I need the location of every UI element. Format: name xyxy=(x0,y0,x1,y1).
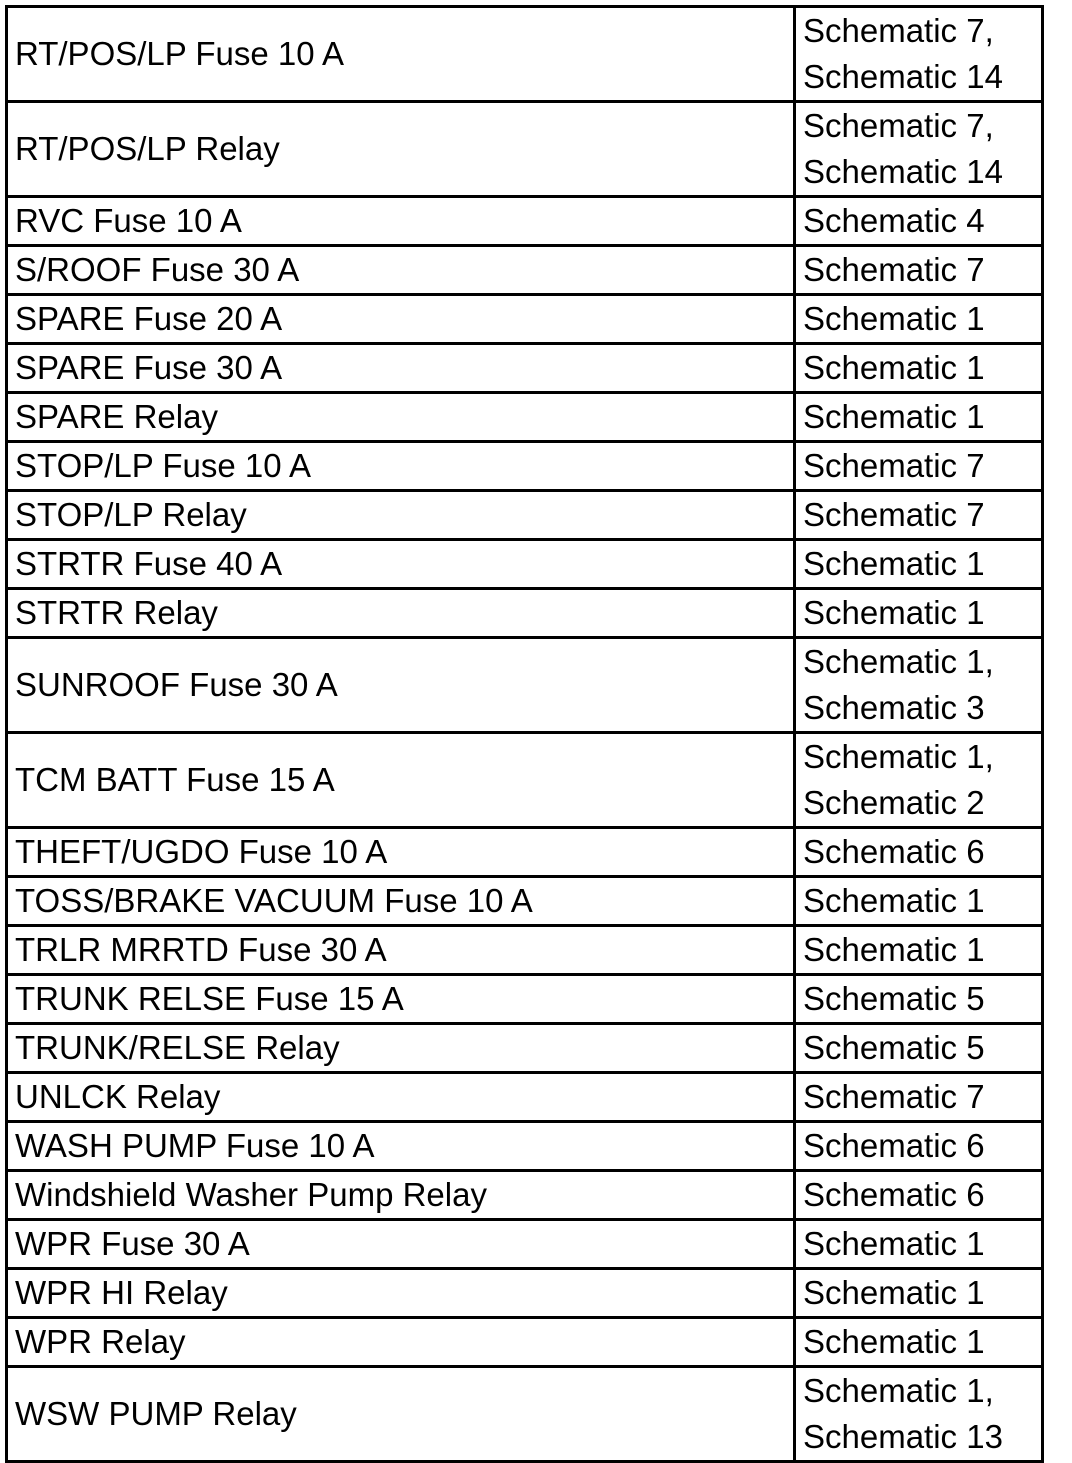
schematic-reference: Schematic 7 xyxy=(803,447,985,484)
schematic-cell xyxy=(795,1318,1043,1367)
component-cell: STRTR Relay xyxy=(7,589,795,638)
table-row xyxy=(7,877,1043,926)
component-cell: WASH PUMP Fuse 10 A xyxy=(7,1122,795,1171)
table-row xyxy=(7,1122,1043,1171)
component-cell: TRUNK RELSE Fuse 15 A xyxy=(7,975,795,1024)
schematic-cell xyxy=(795,733,1043,828)
schematic-reference: Schematic 1 xyxy=(803,398,985,435)
schematic-reference: Schematic 1 xyxy=(803,1323,985,1360)
table-row xyxy=(7,491,1043,540)
table-row xyxy=(7,1220,1043,1269)
component-cell: S/ROOF Fuse 30 A xyxy=(7,246,795,295)
schematic-reference: Schematic 7 xyxy=(803,496,985,533)
schematic-cell xyxy=(795,1171,1043,1220)
component-cell: TRLR MRRTD Fuse 30 A xyxy=(7,926,795,975)
table-row xyxy=(7,1367,1043,1462)
schematic-cell xyxy=(795,1367,1043,1462)
schematic-cell xyxy=(795,295,1043,344)
schematic-reference: Schematic 1 xyxy=(803,931,985,968)
schematic-reference-table xyxy=(5,5,1044,1463)
schematic-reference: Schematic 6 xyxy=(803,833,985,870)
component-cell: WPR Relay xyxy=(7,1318,795,1367)
schematic-reference: Schematic 1 xyxy=(803,300,985,337)
schematic-reference: Schematic 5 xyxy=(803,1029,985,1066)
schematic-cell xyxy=(795,975,1043,1024)
table-body xyxy=(7,7,1043,1462)
table-row xyxy=(7,344,1043,393)
schematic-reference: Schematic 7 xyxy=(803,251,985,288)
component-cell: RT/POS/LP Fuse 10 A xyxy=(7,7,795,102)
schematic-reference: Schematic 1 xyxy=(803,882,985,919)
table-row xyxy=(7,1073,1043,1122)
component-cell: TCM BATT Fuse 15 A xyxy=(7,733,795,828)
schematic-reference: Schematic 1 xyxy=(803,1225,985,1262)
table-row xyxy=(7,638,1043,733)
component-cell: TOSS/BRAKE VACUUM Fuse 10 A xyxy=(7,877,795,926)
table-row xyxy=(7,733,1043,828)
schematic-cell xyxy=(795,197,1043,246)
schematic-reference: Schematic 1 xyxy=(803,594,985,631)
schematic-cell xyxy=(795,1220,1043,1269)
table-row xyxy=(7,926,1043,975)
schematic-cell xyxy=(795,1073,1043,1122)
table-row xyxy=(7,197,1043,246)
component-cell: SPARE Fuse 30 A xyxy=(7,344,795,393)
schematic-reference: Schematic 7 xyxy=(803,1078,985,1115)
schematic-reference: Schematic 7, xyxy=(803,107,994,144)
table-row xyxy=(7,1171,1043,1220)
schematic-cell xyxy=(795,1024,1043,1073)
schematic-cell xyxy=(795,7,1043,102)
table-row xyxy=(7,393,1043,442)
schematic-cell xyxy=(795,393,1043,442)
component-cell: RVC Fuse 10 A xyxy=(7,197,795,246)
schematic-cell xyxy=(795,540,1043,589)
component-cell: THEFT/UGDO Fuse 10 A xyxy=(7,828,795,877)
schematic-cell xyxy=(795,442,1043,491)
schematic-cell xyxy=(795,1122,1043,1171)
table-row xyxy=(7,540,1043,589)
table-row xyxy=(7,828,1043,877)
component-cell: UNLCK Relay xyxy=(7,1073,795,1122)
table-row xyxy=(7,975,1043,1024)
table-row xyxy=(7,295,1043,344)
schematic-cell xyxy=(795,344,1043,393)
component-cell: SUNROOF Fuse 30 A xyxy=(7,638,795,733)
schematic-reference: Schematic 5 xyxy=(803,980,985,1017)
component-cell: SPARE Fuse 20 A xyxy=(7,295,795,344)
table-row xyxy=(7,102,1043,197)
schematic-reference: Schematic 3 xyxy=(803,689,985,726)
schematic-cell xyxy=(795,102,1043,197)
schematic-cell xyxy=(795,926,1043,975)
schematic-reference: Schematic 1 xyxy=(803,545,985,582)
component-cell: Windshield Washer Pump Relay xyxy=(7,1171,795,1220)
component-cell: WPR Fuse 30 A xyxy=(7,1220,795,1269)
component-cell: STRTR Fuse 40 A xyxy=(7,540,795,589)
schematic-cell xyxy=(795,246,1043,295)
schematic-reference: Schematic 1 xyxy=(803,1274,985,1311)
component-cell: STOP/LP Fuse 10 A xyxy=(7,442,795,491)
schematic-cell xyxy=(795,589,1043,638)
table-row xyxy=(7,1024,1043,1073)
table-row xyxy=(7,589,1043,638)
schematic-cell xyxy=(795,1269,1043,1318)
schematic-cell xyxy=(795,638,1043,733)
schematic-reference: Schematic 1, xyxy=(803,1372,994,1409)
schematic-cell xyxy=(795,828,1043,877)
schematic-reference: Schematic 1, xyxy=(803,738,994,775)
table-row xyxy=(7,1318,1043,1367)
schematic-reference: Schematic 14 xyxy=(803,153,1003,190)
component-cell: RT/POS/LP Relay xyxy=(7,102,795,197)
component-cell: STOP/LP Relay xyxy=(7,491,795,540)
schematic-reference: Schematic 14 xyxy=(803,58,1003,95)
component-cell: WPR HI Relay xyxy=(7,1269,795,1318)
table-row xyxy=(7,7,1043,102)
schematic-cell xyxy=(795,491,1043,540)
component-cell: TRUNK/RELSE Relay xyxy=(7,1024,795,1073)
component-cell: WSW PUMP Relay xyxy=(7,1367,795,1462)
schematic-cell xyxy=(795,877,1043,926)
table-row xyxy=(7,442,1043,491)
component-cell: SPARE Relay xyxy=(7,393,795,442)
schematic-reference: Schematic 1, xyxy=(803,643,994,680)
schematic-reference: Schematic 6 xyxy=(803,1127,985,1164)
schematic-reference: Schematic 7, xyxy=(803,12,994,49)
schematic-reference: Schematic 2 xyxy=(803,784,985,821)
schematic-reference: Schematic 4 xyxy=(803,202,985,239)
table-row xyxy=(7,1269,1043,1318)
schematic-reference: Schematic 13 xyxy=(803,1418,1003,1455)
table-row xyxy=(7,246,1043,295)
schematic-reference: Schematic 1 xyxy=(803,349,985,386)
schematic-reference: Schematic 6 xyxy=(803,1176,985,1213)
